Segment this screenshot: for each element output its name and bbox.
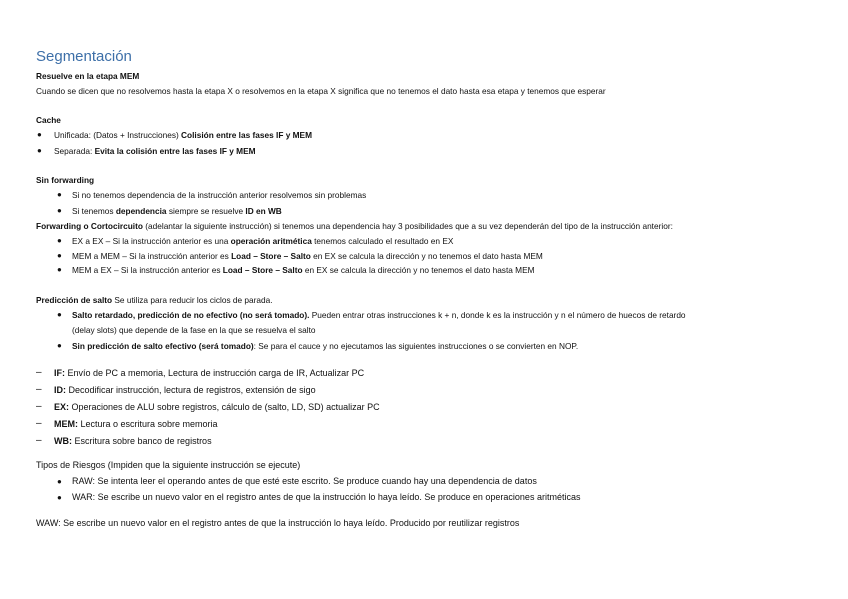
prediccion-item-retardado: Salto retardado, predicción de no efectivo (no será tomado). Pueden entrar otras instrucciones k + n, donde k es la instrucción y n el número de huecos de retardo	[72, 310, 686, 320]
bullet: ●	[57, 493, 62, 502]
fase-ex: EX: Operaciones de ALU sobre registros, cálculo de (salto, LD, SD) actualizar PC	[54, 402, 380, 412]
fase-if: IF: Envío de PC a memoria, Lectura de instrucción carga de IR, Actualizar PC	[54, 368, 365, 378]
dash: –	[36, 401, 42, 412]
bullet: ●	[57, 477, 62, 486]
fase-id: ID: Decodificar instrucción, lectura de registros, extensión de sigo	[54, 385, 316, 395]
prediccion-heading: Predicción de salto Se utiliza para reducir los ciclos de parada.	[36, 295, 273, 305]
cache-item-separada: Separada: Evita la colisión entre las fases IF y MEM	[54, 146, 256, 156]
forwarding-item-mem-mem: MEM a MEM – Si la instrucción anterior es Load – Store – Salto en EX se calcula la dirección y no tenemos el dato hasta MEM	[72, 251, 543, 261]
bullet: ●	[37, 146, 42, 155]
cache-item-unificada: Unificada: (Datos + Instrucciones) Colisión entre las fases IF y MEM	[54, 130, 312, 140]
dash: –	[36, 367, 42, 378]
bullet: ●	[57, 341, 62, 350]
bullet: ●	[57, 265, 62, 274]
prediccion-item-retardado-cont: (delay slots) que depende de la fase en la que se resuelva el salto	[72, 325, 316, 335]
dash: –	[36, 435, 42, 446]
resuelve-text: Cuando se dicen que no resolvemos hasta la etapa X o resolvemos en la etapa X significa que no tenemos el dato hasta esa etapa y tenemos que esperar	[36, 86, 606, 96]
riesgo-waw: WAW: Se escribe un nuevo valor en el registro antes de que la instrucción lo haya leído. Producido por reutilizar registros	[36, 518, 520, 528]
prediccion-item-sin: Sin predicción de salto efectivo (será tomado): Se para el cauce y no ejecutamos las siguientes instrucciones o se convierten en NOP.	[72, 341, 579, 351]
dash: –	[36, 418, 42, 429]
sin-forwarding-item-2: Si tenemos dependencia siempre se resuelve ID en WB	[72, 206, 282, 216]
cache-heading: Cache	[36, 115, 61, 125]
bullet: ●	[37, 130, 42, 139]
sin-forwarding-item-1: Si no tenemos dependencia de la instrucción anterior resolvemos sin problemas	[72, 190, 367, 200]
dash: –	[36, 384, 42, 395]
forwarding-item-mem-ex: MEM a EX – Si la instrucción anterior es Load – Store – Salto en EX se calcula la dirección y no tenemos el dato hasta MEM	[72, 265, 535, 275]
resuelve-heading: Resuelve en la etapa MEM	[36, 71, 140, 81]
riesgo-war: WAR: Se escribe un nuevo valor en el registro antes de que la instrucción lo haya leído. Se produce en operaciones aritméticas	[72, 492, 581, 502]
riesgo-raw: RAW: Se intenta leer el operando antes de que esté este escrito. Se produce cuando hay una dependencia de datos	[72, 476, 537, 486]
sin-forwarding-heading: Sin forwarding	[36, 175, 95, 185]
bullet: ●	[57, 251, 62, 260]
riesgos-heading: Tipos de Riesgos (Impiden que la siguiente instrucción se ejecute)	[36, 460, 301, 470]
fase-wb: WB: Escritura sobre banco de registros	[54, 436, 212, 446]
bullet: ●	[57, 310, 62, 319]
fase-mem: MEM: Lectura o escritura sobre memoria	[54, 419, 218, 429]
bullet: ●	[57, 190, 62, 199]
page-title: Segmentación	[36, 48, 132, 65]
forwarding-item-ex-ex: EX a EX – Si la instrucción anterior es una operación aritmética tenemos calculado el resultado en EX	[72, 236, 454, 246]
bullet: ●	[57, 236, 62, 245]
forwarding-heading: Forwarding o Cortocircuito (adelantar la siguiente instrucción) si tenemos una dependencia hay 3 posibilidades que a su vez dependerán del tipo de la instrucción anterior:	[36, 221, 673, 231]
bullet: ●	[57, 206, 62, 215]
